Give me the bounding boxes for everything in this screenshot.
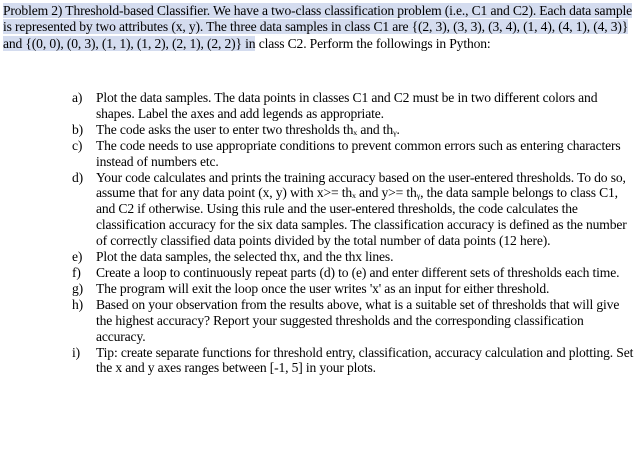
task-item-h bbox=[0, 297, 644, 345]
task-text: The code needs to use appropriate conditions to prevent common errors such as entering characters instead of numbers etc. bbox=[96, 137, 621, 169]
task-text: Plot the data samples, the selected thx, and the thx lines. bbox=[96, 249, 394, 265]
task-text: The program will exit the loop once the user writes 'x' as an input for either threshold. bbox=[96, 280, 550, 296]
task-text: Based on your observation from the results above, what is a suitable set of thresholds that will give the highest accuracy? Report your suggested thresholds and the corresponding classification accuracy. bbox=[96, 296, 620, 344]
task-marker: g) bbox=[72, 280, 84, 296]
task-item-f bbox=[0, 265, 644, 281]
task-marker: a) bbox=[72, 90, 83, 105]
task-text: Your code calculates and prints the training accuracy based on the user-entered thresholds. To do so, assume that for any data point (x, y) with x>= thₓ and y>= thᵧ, the data sample belongs to class C1, and C2 if otherwise. Using this rule and the user-entered thresholds, the code calculates the classification accuracy for the six data samples. The classification accuracy is defined as the number of correctly classified data points divided by the total number of data points (12 here). bbox=[96, 169, 627, 249]
task-list bbox=[0, 90, 644, 376]
task-marker: h) bbox=[72, 296, 84, 312]
problem-text-continued: class C2. Perform the followings in Python: bbox=[255, 35, 491, 51]
problem-statement bbox=[3, 3, 639, 52]
task-text: The code asks the user to enter two thresholds thₓ and thᵧ. bbox=[96, 121, 400, 137]
task-item-i bbox=[0, 345, 644, 377]
task-marker: e) bbox=[72, 249, 83, 265]
task-marker: c) bbox=[72, 137, 83, 153]
task-item-g bbox=[0, 281, 644, 297]
task-text: Plot the data samples. The data points in classes C1 and C2 must be in two different colors and shapes. Label the axes and add legends as appropriate. bbox=[96, 90, 598, 121]
task-text: Tip: create separate functions for threshold entry, classification, accuracy calculation and plotting. Set the x and y axes ranges between [-1, 5] in your plots. bbox=[96, 344, 634, 376]
task-item-b bbox=[0, 122, 644, 138]
task-text: Create a loop to continuously repeat parts (d) to (e) and enter different sets of thresholds each time. bbox=[96, 264, 620, 280]
task-marker: f) bbox=[72, 264, 81, 280]
task-marker: i) bbox=[72, 344, 81, 360]
task-item-d bbox=[0, 170, 644, 250]
highlighted-problem-text: Problem 2) Threshold-based Classifier. We have a two-class classification problem (i.e., C1 and C2). Each data sample is represented by two attributes (x, y). The three data samples in class C1 are {(2, 3), (3, 3), (3, 4), (1, 4), (4, 1), (4, 3)} and {(0, 0), (0, 3), (1, 1), (1, 2), (2, 1), (2, 2)} in bbox=[3, 3, 633, 51]
task-marker: b) bbox=[72, 121, 84, 137]
task-marker: d) bbox=[72, 169, 84, 185]
task-item-c bbox=[0, 138, 644, 170]
task-item-e bbox=[0, 249, 644, 265]
task-item-a bbox=[0, 90, 644, 122]
